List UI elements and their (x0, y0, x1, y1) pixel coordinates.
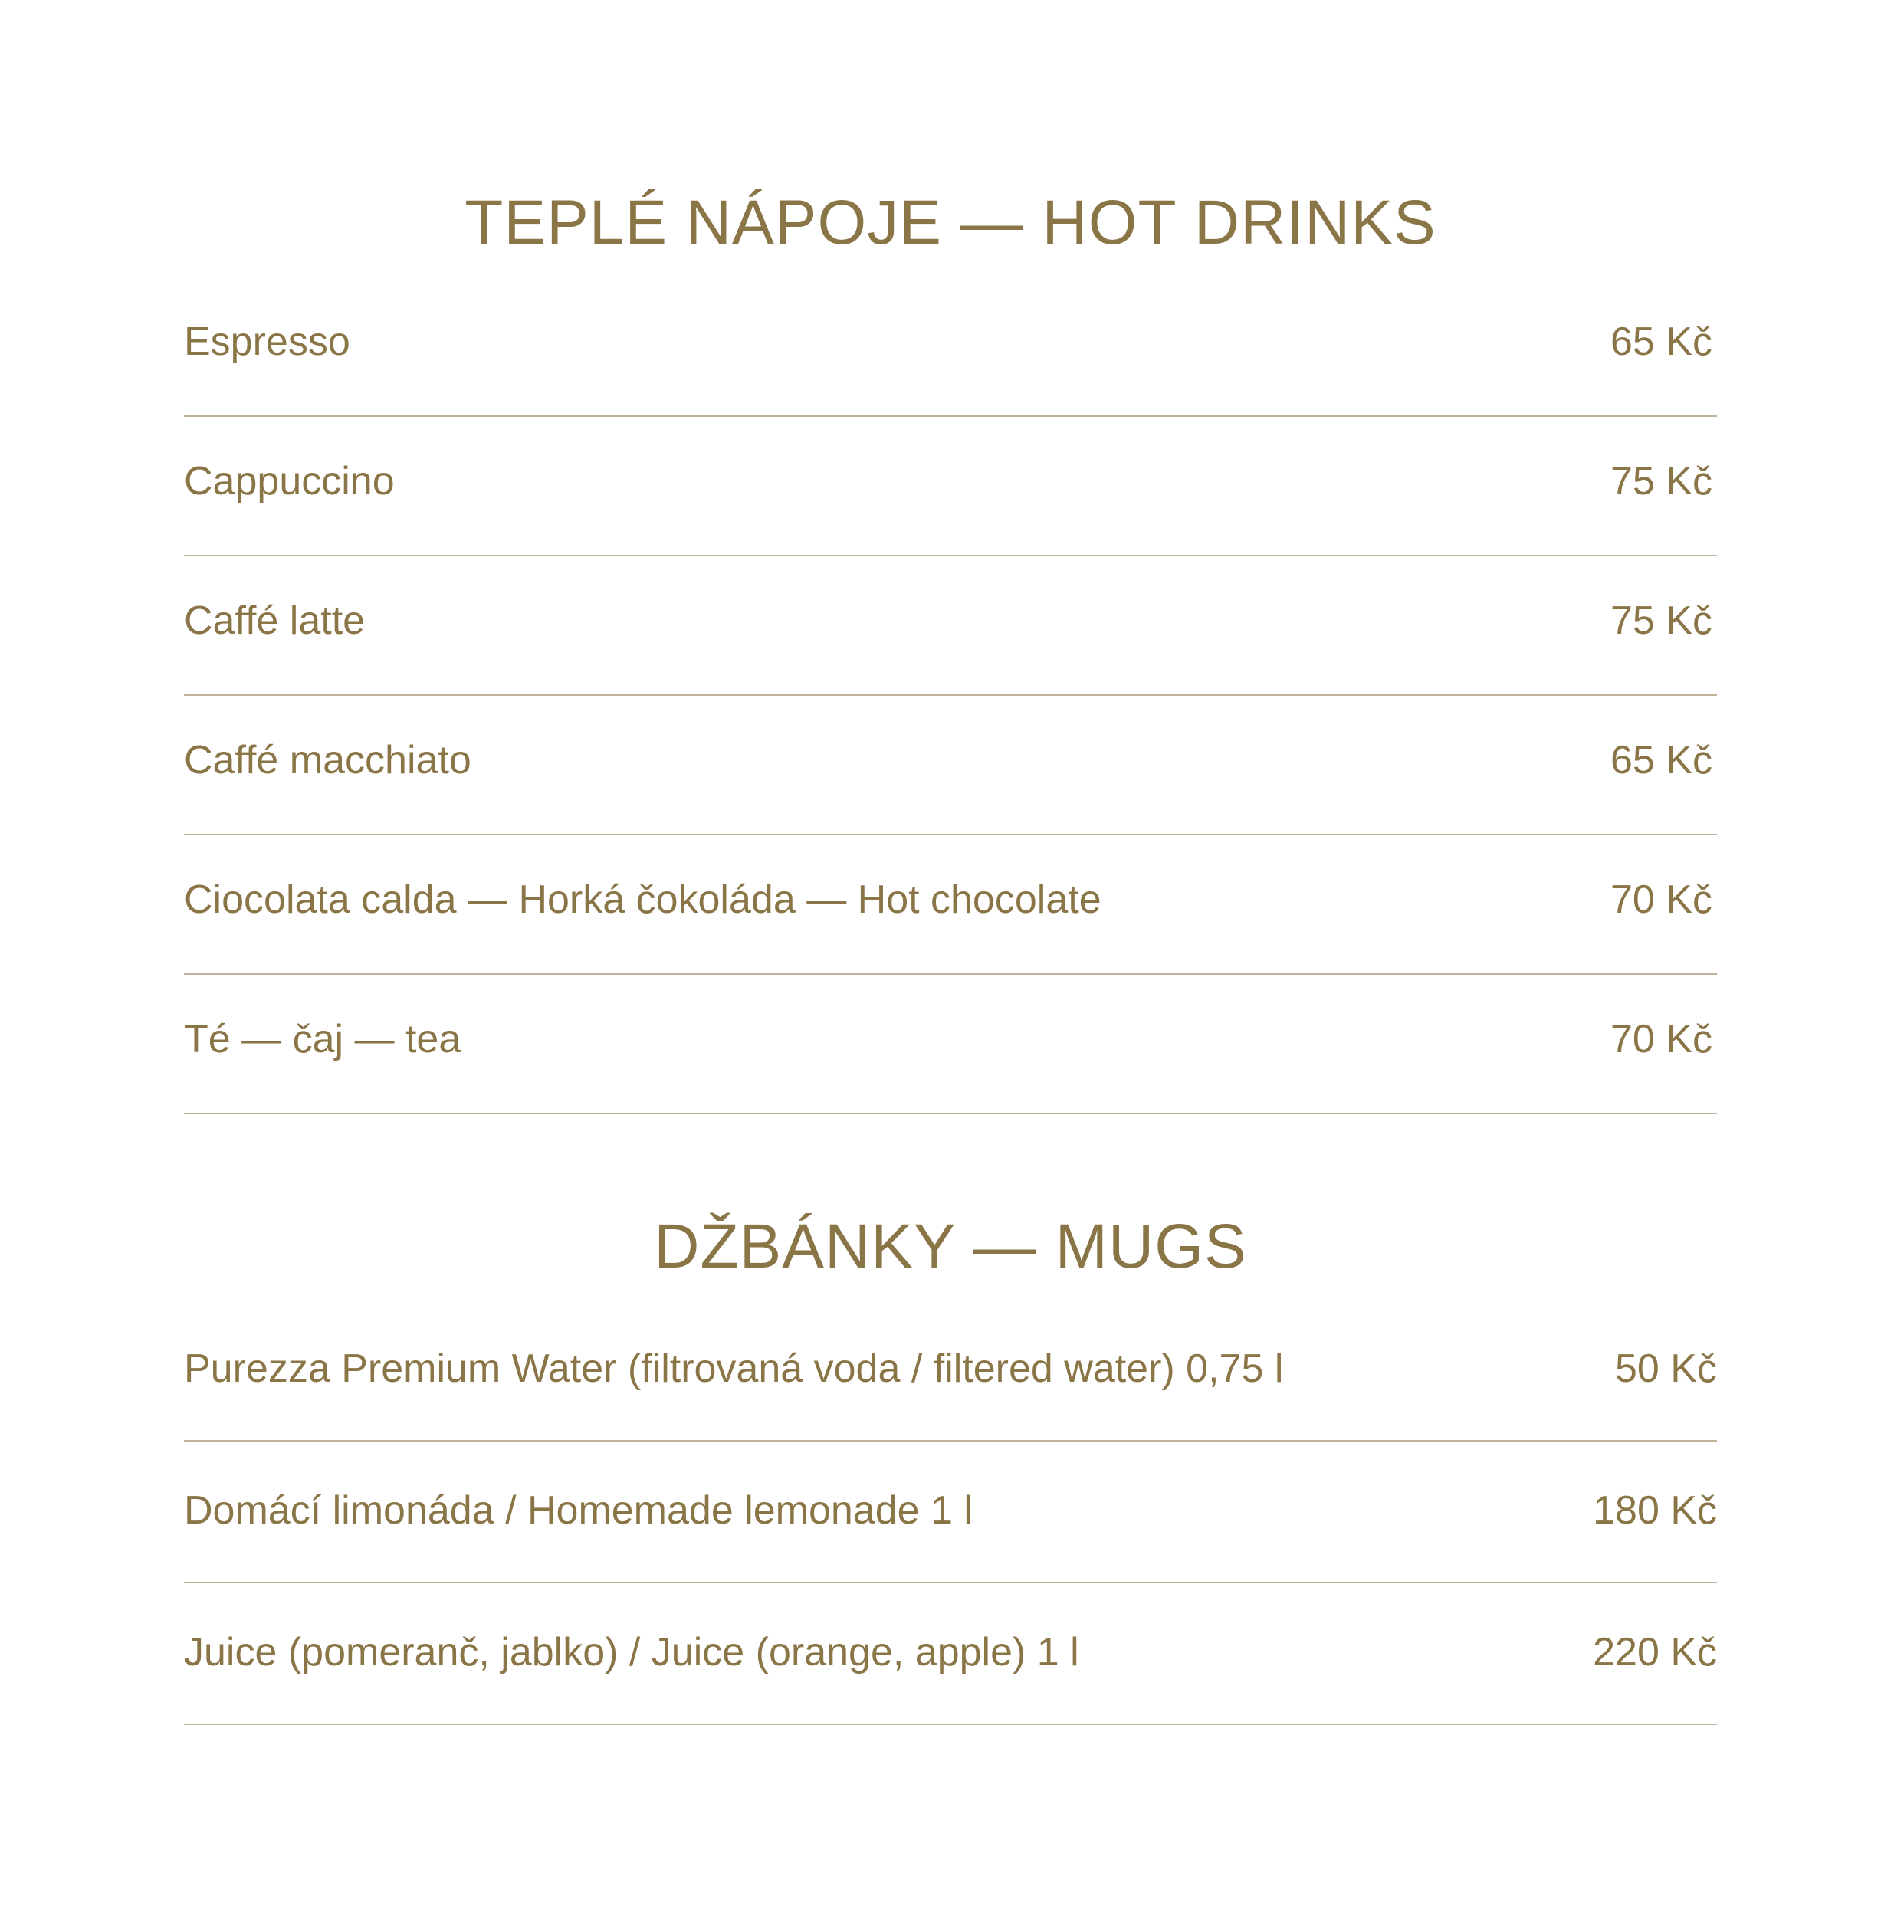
item-price: 180 Kč (1593, 1488, 1717, 1533)
item-price: 50 Kč (1615, 1346, 1717, 1391)
item-name: Purezza Premium Water (filtrovaná voda / filtered water) 0,75 l (184, 1346, 1284, 1391)
menu-item (184, 1583, 1717, 1725)
item-name: Domácí limonáda / Homemade lemonade 1 l (184, 1488, 973, 1533)
menu-item (184, 696, 1717, 835)
item-price: 70 Kč (1610, 877, 1712, 922)
item-price: 70 Kč (1610, 1017, 1712, 1061)
menu-item (184, 975, 1717, 1114)
item-price: 220 Kč (1593, 1630, 1717, 1675)
menu-item (184, 417, 1717, 556)
menu-item (184, 277, 1717, 417)
item-name: Cappuccino (184, 459, 395, 504)
item-price: 75 Kč (1610, 459, 1712, 504)
section-title-hot-drinks: TEPLÉ NÁPOJE — HOT DRINKS (465, 188, 1436, 257)
item-name: Caffé macchiato (184, 738, 471, 782)
item-price: 65 Kč (1610, 320, 1712, 364)
item-price: 65 Kč (1610, 738, 1712, 782)
menu-item (184, 835, 1717, 975)
menu-item (184, 1442, 1717, 1583)
item-name: Juice (pomeranč, jablko) / Juice (orange, apple) 1 l (184, 1630, 1079, 1675)
menu-item (184, 1300, 1717, 1442)
item-name: Espresso (184, 320, 350, 364)
hot-drinks-list (184, 277, 1717, 1114)
item-name: Caffé latte (184, 599, 366, 643)
mugs-list (184, 1300, 1717, 1725)
item-price: 75 Kč (1610, 599, 1712, 643)
item-name: Ciocolata calda — Horká čokoláda — Hot chocolate (184, 877, 1101, 922)
item-name: Té — čaj — tea (184, 1017, 461, 1061)
section-title-mugs: DŽBÁNKY — MUGS (654, 1212, 1247, 1281)
menu-item (184, 556, 1717, 696)
